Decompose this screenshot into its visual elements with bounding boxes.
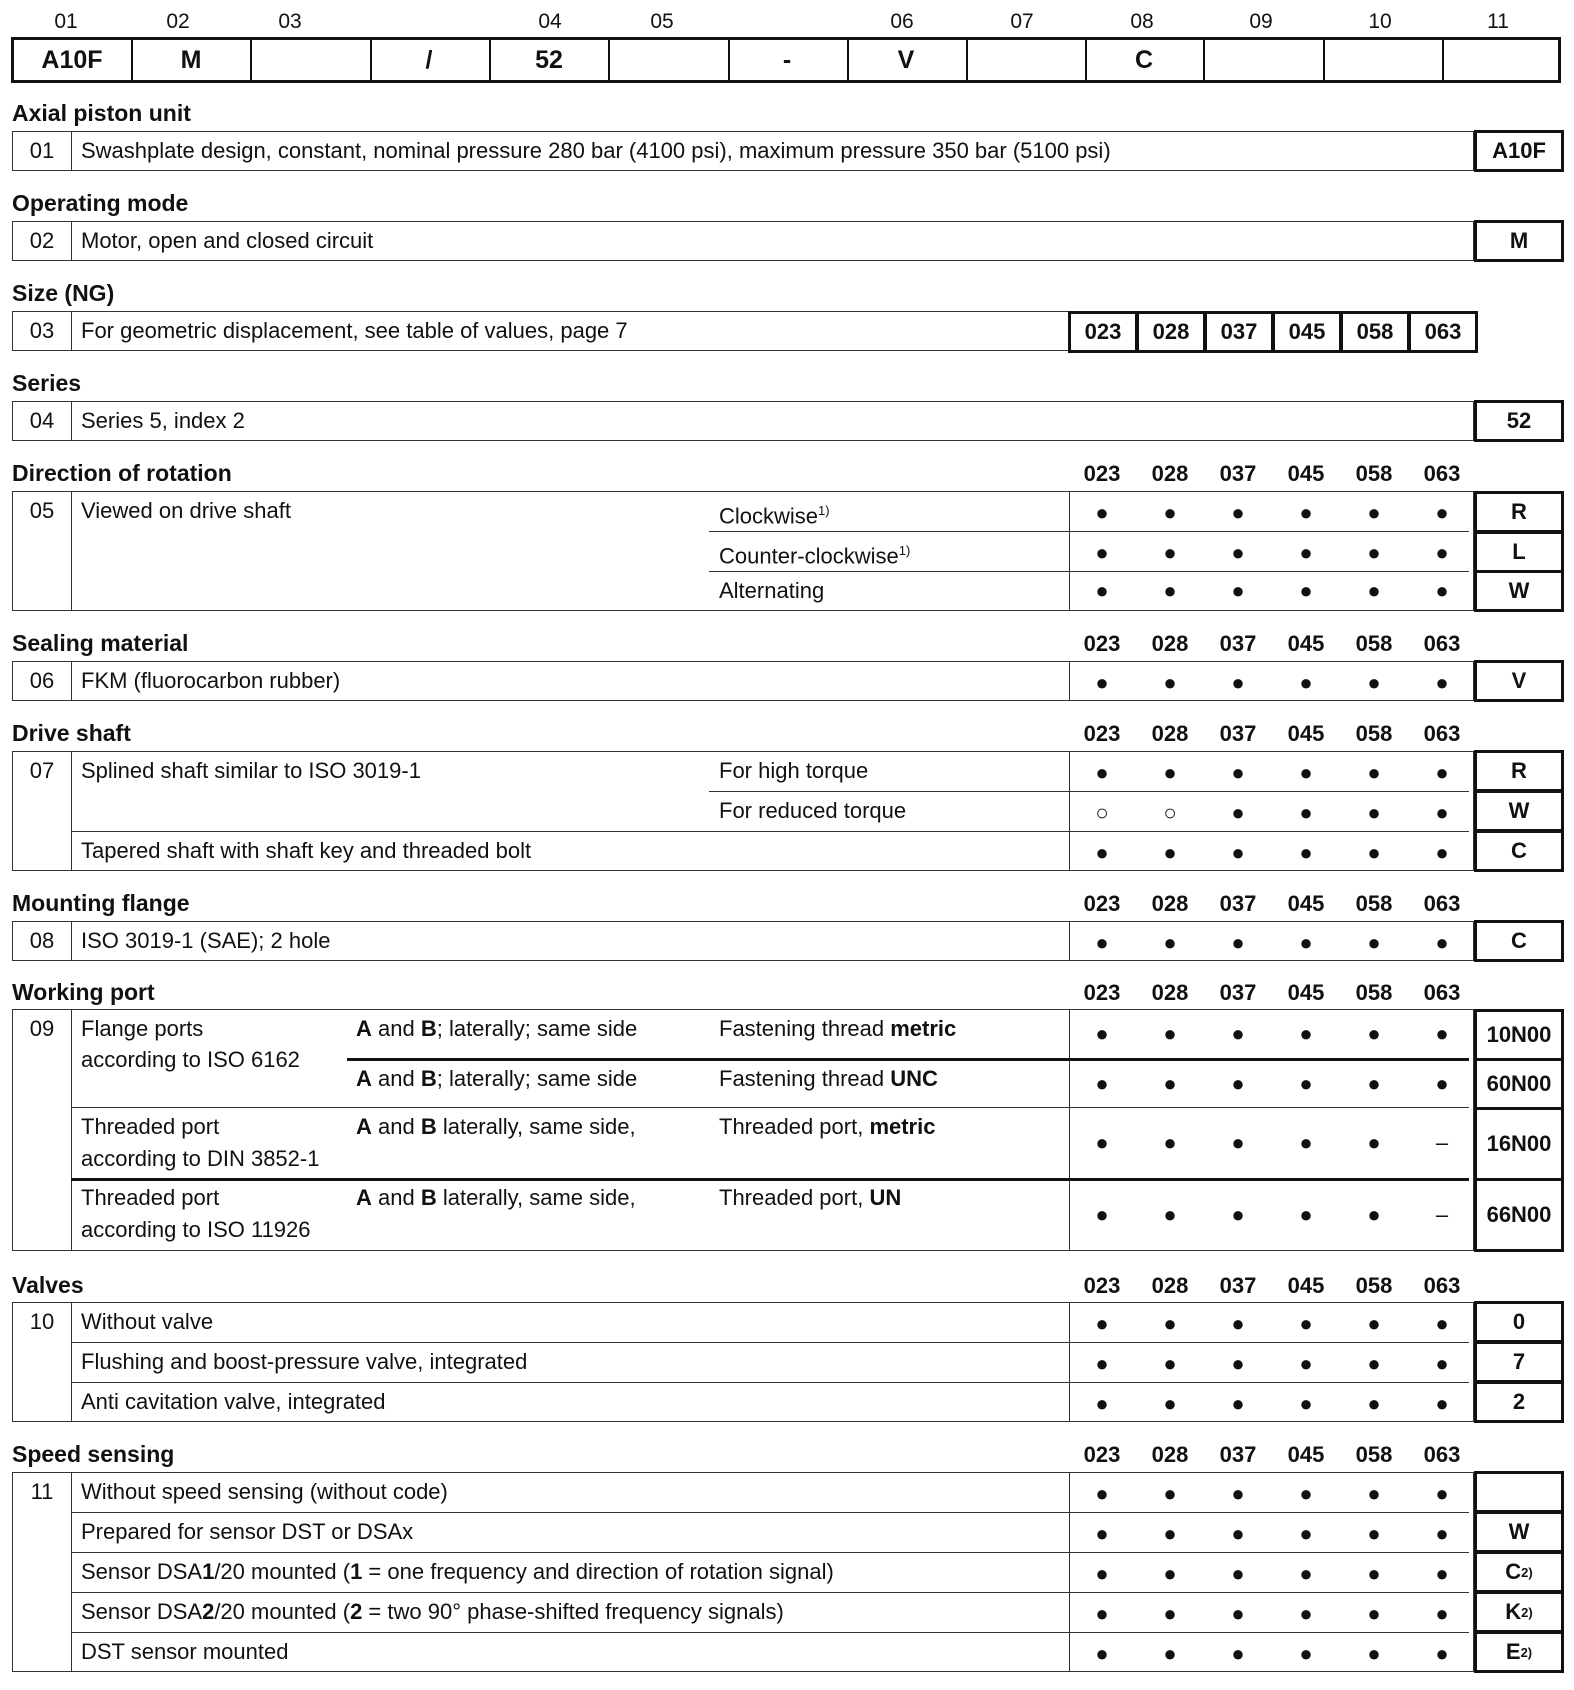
section-title: Speed sensing [12,1441,175,1467]
row-text: For geometric displacement, see table of values, page 7 [81,318,628,343]
availability-mark: ● [1231,1641,1245,1666]
availability-mark: ● [1095,670,1109,695]
row-text: ISO 3019-1 (SAE); 2 hole [81,928,331,953]
port-desc: A and B; laterally; same side [356,1066,638,1091]
option-label: Clockwise$^{1)}$ [719,503,830,529]
row-number: 03 [29,318,55,343]
size-header: 023 [1083,980,1121,1005]
size-header: 045 [1287,461,1325,486]
availability-mark: ● [1299,1202,1313,1227]
code-box: C [1474,920,1564,962]
size-header: 023 [1083,461,1121,486]
size-header: 037 [1219,461,1257,486]
pos-num: 07 [1010,10,1034,33]
availability-mark: ● [1367,1311,1381,1336]
availability-mark: ● [1299,1071,1313,1096]
availability-mark: ● [1435,1521,1449,1546]
availability-mark: ● [1435,1021,1449,1046]
size-header: 063 [1423,631,1461,656]
thread-desc: Threaded port, metric [719,1114,936,1139]
pos-num: 08 [1130,10,1154,33]
availability-mark: ● [1095,1130,1109,1155]
code-box: E 2) [1474,1631,1564,1673]
availability-mark: ● [1163,1202,1177,1227]
availability-mark: ● [1367,930,1381,955]
thread-desc: Fastening thread UNC [719,1066,938,1091]
size-header: 063 [1423,891,1461,916]
section-title: Size (NG) [12,280,115,306]
availability-mark: ● [1367,1351,1381,1376]
availability-mark: ● [1163,1561,1177,1586]
availability-mark: ● [1231,840,1245,865]
code-box: K 2) [1474,1591,1564,1633]
availability-mark: ● [1095,540,1109,565]
code-box: C [1474,830,1564,872]
row-number: 07 [29,758,55,783]
availability-mark: ○ [1095,800,1109,825]
availability-mark: ● [1367,1021,1381,1046]
code-box: 7 [1474,1341,1564,1383]
row-text: Threaded port [81,1185,220,1210]
code-box [1474,1471,1564,1513]
size-header: 037 [1219,891,1257,916]
section-title: Drive shaft [12,720,131,746]
code-cell: V [897,45,915,74]
availability-mark: ● [1299,1351,1313,1376]
size-box: 045 [1272,311,1342,353]
availability-mark: ● [1435,800,1449,825]
size-header: 023 [1083,1442,1121,1467]
pos-num: 04 [538,10,562,33]
size-header: 023 [1083,721,1121,746]
availability-mark: ● [1163,1351,1177,1376]
availability-mark: ● [1367,578,1381,603]
pos-num: 06 [890,10,914,33]
size-header: 028 [1151,461,1189,486]
availability-mark: ● [1095,930,1109,955]
availability-mark: ○ [1163,800,1177,825]
availability-mark: ● [1163,500,1177,525]
option-label: Counter-clockwise$^{1)}$ [719,543,911,569]
code-cell: M [180,45,202,74]
availability-mark: ● [1367,800,1381,825]
size-header: 058 [1355,891,1393,916]
thread-desc: Threaded port, UN [719,1185,902,1210]
row-text: Series 5, index 2 [81,408,245,433]
availability-mark: ● [1095,1601,1109,1626]
availability-mark: ● [1435,1391,1449,1416]
thread-desc: Fastening thread metric [719,1016,957,1041]
availability-mark: ● [1095,1481,1109,1506]
availability-mark: ● [1299,840,1313,865]
size-header: 045 [1287,631,1325,656]
row-number: 04 [29,408,55,433]
size-header: 028 [1151,1442,1189,1467]
size-box: 063 [1408,311,1478,353]
availability-mark: ● [1435,760,1449,785]
availability-mark: ● [1231,500,1245,525]
availability-mark: ● [1095,1071,1109,1096]
code-box: W [1474,570,1564,612]
availability-mark: ● [1367,1641,1381,1666]
size-box: 023 [1068,311,1138,353]
code-cell: C [1134,45,1154,74]
availability-mark: ● [1435,1641,1449,1666]
availability-mark: ● [1299,1311,1313,1336]
row-number: 10 [29,1309,55,1334]
availability-mark: ● [1095,1202,1109,1227]
row-text: according to ISO 11926 [81,1217,311,1242]
availability-mark: ● [1231,1071,1245,1096]
size-header: 037 [1219,980,1257,1005]
port-desc: A and B laterally, same side, [356,1185,636,1210]
availability-mark: ● [1163,1481,1177,1506]
size-header: 023 [1083,1273,1121,1298]
availability-mark: ● [1095,1351,1109,1376]
size-header: 063 [1423,461,1461,486]
availability-mark: ● [1435,670,1449,695]
availability-mark: ● [1299,1601,1313,1626]
size-header: 028 [1151,980,1189,1005]
row-text: Tapered shaft with shaft key and threaded bolt [81,838,532,863]
size-header: 037 [1219,1442,1257,1467]
availability-mark: ● [1367,1391,1381,1416]
code-box: W [1474,790,1564,832]
section-title: Valves [12,1272,84,1298]
availability-mark: ● [1367,1481,1381,1506]
availability-mark: ● [1163,1391,1177,1416]
availability-mark: ● [1231,1481,1245,1506]
code-box: 66N00 [1474,1178,1564,1252]
row-number: 08 [29,928,55,953]
availability-mark: ● [1299,1021,1313,1046]
section-title: Axial piston unit [12,100,191,126]
size-header: 058 [1355,631,1393,656]
size-header: 045 [1287,1273,1325,1298]
code-box: 16N00 [1474,1107,1564,1181]
code-box: R [1474,750,1564,792]
availability-mark: ● [1299,1481,1313,1506]
availability-mark: ● [1163,1130,1177,1155]
availability-mark: ● [1367,500,1381,525]
availability-mark: ● [1435,540,1449,565]
availability-mark: ● [1435,930,1449,955]
availability-mark: ● [1299,1641,1313,1666]
size-header: 037 [1219,1273,1257,1298]
availability-mark: ● [1231,800,1245,825]
availability-mark: ● [1231,670,1245,695]
availability-mark: – [1435,1202,1449,1227]
availability-mark: ● [1231,760,1245,785]
availability-mark: ● [1231,930,1245,955]
availability-mark: ● [1367,670,1381,695]
section-title: Working port [12,979,155,1005]
size-header: 023 [1083,631,1121,656]
pos-num: 01 [54,10,78,33]
availability-mark: ● [1299,800,1313,825]
size-header: 058 [1355,1442,1393,1467]
row-text: according to ISO 6162 [81,1047,300,1072]
code-cell: - [782,45,792,74]
row-text: Without speed sensing (without code) [81,1479,448,1504]
row-text: Motor, open and closed circuit [81,228,374,253]
availability-mark: ● [1367,1202,1381,1227]
availability-mark: ● [1367,760,1381,785]
availability-mark: ● [1163,1021,1177,1046]
port-desc: A and B laterally, same side, [356,1114,636,1139]
availability-mark: ● [1231,540,1245,565]
availability-mark: ● [1231,1130,1245,1155]
size-header: 063 [1423,721,1461,746]
availability-mark: ● [1095,500,1109,525]
size-box: 058 [1340,311,1410,353]
availability-mark: ● [1095,760,1109,785]
size-box: 028 [1136,311,1206,353]
code-box: 10N00 [1474,1009,1564,1061]
code-box: R [1474,491,1564,533]
availability-mark: ● [1231,1021,1245,1046]
availability-mark: ● [1231,1601,1245,1626]
availability-mark: ● [1299,930,1313,955]
availability-mark: ● [1163,1601,1177,1626]
size-header: 045 [1287,1442,1325,1467]
availability-mark: ● [1095,1561,1109,1586]
availability-mark: ● [1299,1561,1313,1586]
availability-mark: ● [1231,1521,1245,1546]
section-title: Series [12,370,82,396]
availability-mark: ● [1163,840,1177,865]
availability-mark: ● [1435,500,1449,525]
availability-mark: ● [1095,1021,1109,1046]
availability-mark: ● [1231,1351,1245,1376]
row-text: Without valve [81,1309,214,1334]
availability-mark: ● [1367,540,1381,565]
section-title: Mounting flange [12,890,190,916]
availability-mark: ● [1163,540,1177,565]
availability-mark: ● [1435,1071,1449,1096]
size-header: 058 [1355,721,1393,746]
availability-mark: ● [1435,1351,1449,1376]
pos-num: 10 [1368,10,1392,33]
size-header: 045 [1287,721,1325,746]
availability-mark: ● [1435,578,1449,603]
availability-mark: ● [1299,760,1313,785]
availability-mark: ● [1163,670,1177,695]
code-box: C 2) [1474,1551,1564,1593]
port-desc: A and B; laterally; same side [356,1016,638,1041]
availability-mark: ● [1163,1071,1177,1096]
row-number: 02 [29,228,55,253]
pos-num: 09 [1249,10,1273,33]
size-header: 063 [1423,1273,1461,1298]
size-header: 028 [1151,891,1189,916]
size-header: 045 [1287,891,1325,916]
availability-mark: ● [1299,670,1313,695]
size-header: 037 [1219,721,1257,746]
size-header: 063 [1423,1442,1461,1467]
row-text: Splined shaft similar to ISO 3019-1 [81,758,421,783]
row-number: 11 [30,1479,54,1504]
availability-mark: ● [1299,1391,1313,1416]
code-cell: / [425,45,433,74]
availability-mark: ● [1435,1311,1449,1336]
code-box: A10F [1474,130,1564,172]
availability-mark: ● [1163,1311,1177,1336]
availability-mark: ● [1231,1202,1245,1227]
availability-mark: ● [1163,1641,1177,1666]
size-header: 028 [1151,1273,1189,1298]
availability-mark: ● [1095,1521,1109,1546]
availability-mark: ● [1163,930,1177,955]
row-text: Viewed on drive shaft [81,498,291,523]
code-box: W [1474,1511,1564,1553]
code-box: L [1474,531,1564,573]
code-box: V [1474,660,1564,702]
availability-mark: ● [1163,760,1177,785]
availability-mark: ● [1367,1130,1381,1155]
row-text: Swashplate design, constant, nominal pressure 280 bar (4100 psi), maximum pressure 350 bar (5100 psi) [81,138,1111,163]
row-number: 05 [29,498,55,523]
section-title: Direction of rotation [12,460,232,486]
section-title: Sealing material [12,630,189,656]
pos-num: 03 [278,10,302,33]
option-label: For high torque [719,758,869,783]
row-text: according to DIN 3852-1 [81,1146,320,1171]
option-label: Alternating [719,578,825,603]
section-title: Operating mode [12,190,189,216]
row-number: 01 [29,138,55,163]
code-box: 60N00 [1474,1058,1564,1110]
row-text: DST sensor mounted [81,1639,289,1664]
code-cell: 52 [535,45,563,74]
size-header: 063 [1423,980,1461,1005]
availability-mark: ● [1163,578,1177,603]
option-label: For reduced torque [719,798,907,823]
availability-mark: ● [1435,1561,1449,1586]
availability-mark: ● [1435,840,1449,865]
pos-num: 05 [650,10,674,33]
availability-mark: ● [1367,1601,1381,1626]
availability-mark: – [1435,1130,1449,1155]
size-header: 045 [1287,980,1325,1005]
availability-mark: ● [1231,1561,1245,1586]
availability-mark: ● [1095,1311,1109,1336]
pos-num: 11 [1487,10,1509,33]
size-header: 058 [1355,980,1393,1005]
row-text: Flange ports [81,1016,204,1041]
size-header: 058 [1355,1273,1393,1298]
availability-mark: ● [1299,1521,1313,1546]
code-box: 52 [1474,400,1564,442]
availability-mark: ● [1435,1481,1449,1506]
availability-mark: ● [1367,840,1381,865]
code-box: M [1474,220,1564,262]
row-text: Anti cavitation valve, integrated [81,1389,386,1414]
row-text: Flushing and boost-pressure valve, integrated [81,1349,528,1374]
availability-mark: ● [1163,1521,1177,1546]
availability-mark: ● [1367,1561,1381,1586]
availability-mark: ● [1299,500,1313,525]
availability-mark: ● [1095,840,1109,865]
availability-mark: ● [1367,1071,1381,1096]
row-text: Sensor DSA1/20 mounted (1 = one frequency and direction of rotation signal) [81,1559,834,1584]
row-text: Threaded port [81,1114,220,1139]
code-cell: A10F [41,45,103,74]
size-header: 037 [1219,631,1257,656]
availability-mark: ● [1231,1311,1245,1336]
code-box: 0 [1474,1301,1564,1343]
row-text: Sensor DSA2/20 mounted (2 = two 90° phase-shifted frequency signals) [81,1599,784,1624]
size-header: 028 [1151,721,1189,746]
availability-mark: ● [1095,578,1109,603]
size-header: 028 [1151,631,1189,656]
row-text: Prepared for sensor DST or DSAx [81,1519,414,1544]
row-number: 06 [29,668,55,693]
size-header: 058 [1355,461,1393,486]
size-header: 023 [1083,891,1121,916]
availability-mark: ● [1095,1641,1109,1666]
availability-mark: ● [1435,1601,1449,1626]
size-box: 037 [1204,311,1274,353]
code-box: 2 [1474,1381,1564,1423]
availability-mark: ● [1299,1130,1313,1155]
row-text: FKM (fluorocarbon rubber) [81,668,341,693]
availability-mark: ● [1299,540,1313,565]
availability-mark: ● [1231,1391,1245,1416]
availability-mark: ● [1095,1391,1109,1416]
availability-mark: ● [1299,578,1313,603]
pos-num: 02 [166,10,190,33]
row-number: 09 [29,1016,55,1041]
availability-mark: ● [1367,1521,1381,1546]
availability-mark: ● [1231,578,1245,603]
